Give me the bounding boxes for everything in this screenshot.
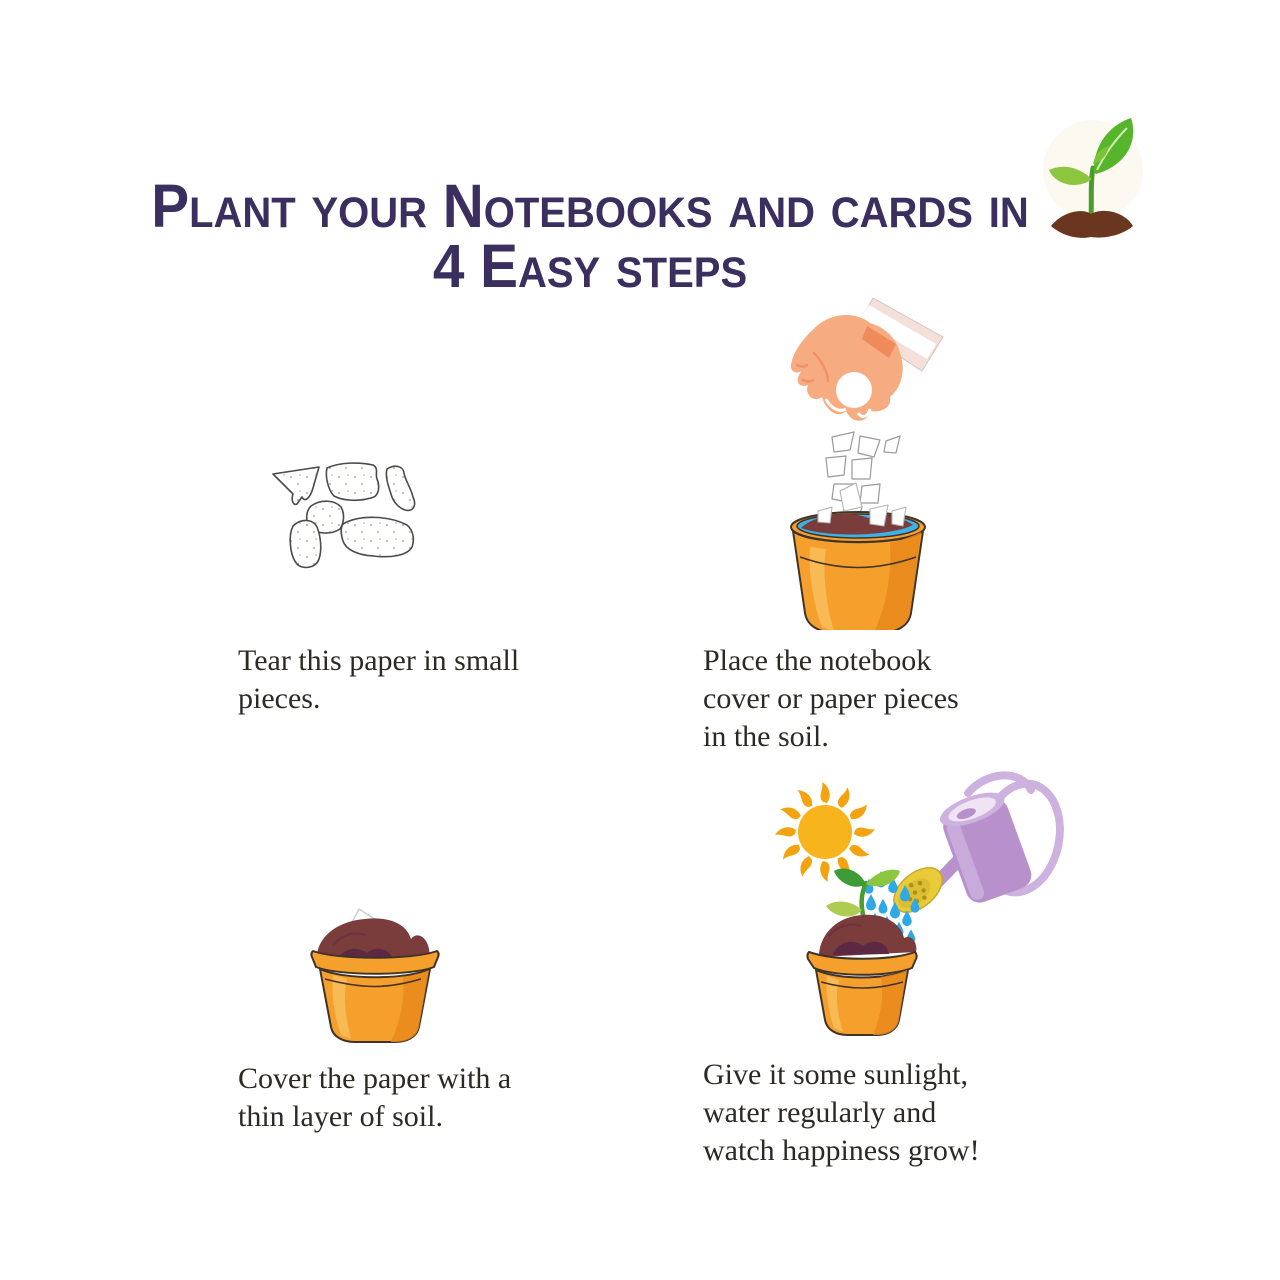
caption-line: thin layer of soil. — [238, 1100, 443, 1133]
seedling-sprout-in-soil-icon — [1033, 108, 1149, 246]
caption-line: cover or paper pieces — [703, 682, 959, 715]
pot-filled-with-soil-illustration — [303, 903, 447, 1045]
hand-dropping-paper-into-pot-illustration — [770, 295, 950, 630]
step-3-caption — [238, 1060, 511, 1136]
caption-line: Give it some sunlight, — [703, 1058, 968, 1091]
step-4-caption — [703, 1056, 980, 1170]
watering-can-icon — [886, 775, 1068, 921]
flower-pot-icon — [791, 483, 925, 630]
step-1-caption — [238, 642, 519, 718]
falling-paper-pieces — [826, 432, 900, 521]
caption-line: in the soil. — [703, 720, 829, 753]
title-line-1: Plant your Notebooks and cards in — [151, 172, 1029, 240]
caption-line: water regularly and — [703, 1096, 937, 1129]
torn-paper-pieces-illustration — [255, 440, 465, 590]
caption-line: Tear this paper in small — [238, 644, 520, 677]
step-2-caption — [703, 642, 959, 756]
caption-line: pieces. — [238, 682, 321, 715]
sun-watering-can-sprouting-pot-illustration — [763, 758, 1068, 1053]
sun-icon — [775, 782, 875, 882]
paper-scraps — [273, 463, 415, 567]
flower-pot-icon — [311, 909, 438, 1042]
caption-line: Place the notebook — [703, 644, 932, 677]
page-title — [125, 172, 1055, 300]
title-line-2: 4 Easy steps — [432, 232, 748, 300]
caption-line: watch happiness grow! — [703, 1134, 980, 1167]
caption-line: Cover the paper with a — [238, 1062, 512, 1095]
